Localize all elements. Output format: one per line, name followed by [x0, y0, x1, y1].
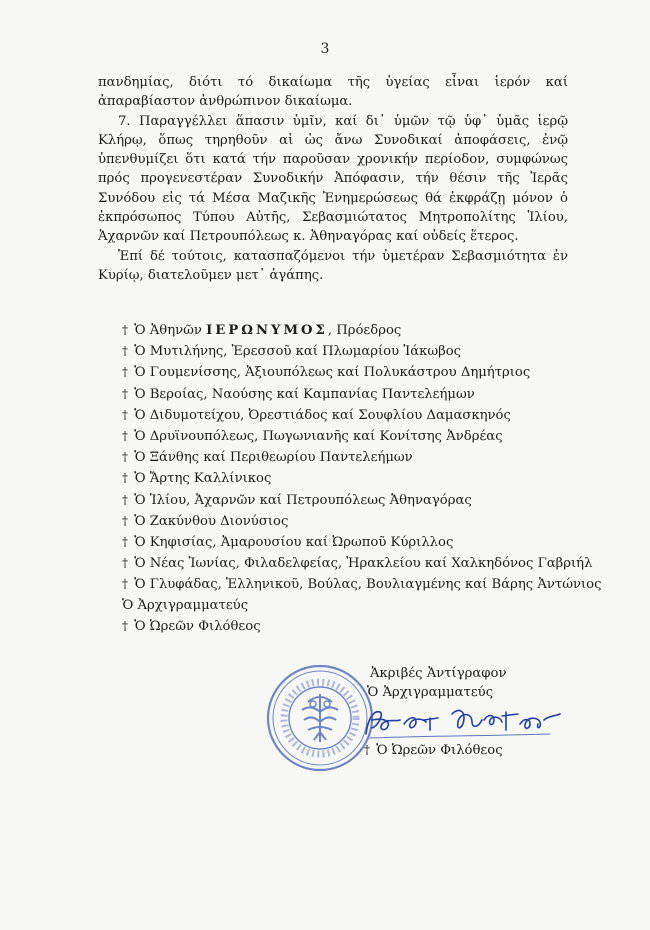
signer-name: Ὁ Ὠρεῶν Φιλόθεος: [376, 743, 503, 758]
signatory: † Ὁ Ὠρεῶν Φιλόθεος: [122, 618, 261, 634]
cross-icon: †: [122, 386, 128, 401]
point-7-paragraph: 7. Παραγγέλλει ἅπασιν ὑμῖν, καί δι᾽ ὑμῶν τῷ ὑφ᾽ ὑμᾶς ἱερῷ Κλήρῳ, ὅπως τηρηθοῦν αἱ ὡς ἄνω Συνοδικαί ἀποφάσεις, ἐνῷ ὑπενθυμίζει ὅτι κατά τήν παροῦσαν χρονικήν περίοδον, συμφώνως πρός προγενεστέραν Συνοδικήν Ἀπόφασιν, τήν θέσιν τῆς Ἱερᾶς Συνόδου εἰς τά Μέσα Μαζικῆς Ἐνημερώσεως θά ἐκφράζῃ μόνον ὁ ἐκπρόσωπος Τύπου Αὐτῆς, Σεβασμιώτατος Μητροπολίτης Ἰλίου, Ἀχαρνῶν καί Πετρουπόλεως κ. Ἀθηναγόρας καί οὐδείς ἕτερος.: [98, 113, 568, 245]
cross-icon: †: [122, 618, 128, 633]
signatory: † Ὁ Ἄρτης Καλλίνικος: [122, 471, 272, 487]
signatory: † Ὁ Ἰλίου, Ἀχαρνῶν καί Πετρουπόλεως Ἀθηναγόρας: [122, 492, 472, 508]
cross-icon: †: [122, 429, 128, 444]
cross-icon: †: [122, 344, 128, 359]
signatory: † Ὁ Κηφισίας, Ἀμαρουσίου καί Ὠρωποῦ Κύριλλος: [122, 535, 454, 551]
president-name: ΙΕΡΩΝΥΜΟΣ: [206, 323, 328, 338]
cross-icon: †: [122, 365, 128, 380]
signatory: † Ὁ Βεροίας, Ναούσης καί Καμπανίας Παντελεήμων: [122, 386, 475, 402]
signatories-list: [122, 320, 632, 637]
cross-icon: †: [122, 323, 128, 337]
cross-icon: †: [122, 407, 128, 422]
cross-icon: †: [122, 577, 128, 592]
handwritten-signature: [360, 700, 570, 745]
continuation-paragraph: πανδημίας, διότι τό δικαίωμα τῆς ὑγείας εἶναι ἱερόν καί ἀπαραβίαστον ἀνθρώπινον δικαίωμα.: [98, 75, 568, 110]
certification-signer: [364, 743, 503, 758]
cross-icon: †: [122, 513, 128, 528]
signatory: † Ὁ Γλυφάδας, Ἑλληνικοῦ, Βούλας, Βουλιαγμένης καί Βάρης Ἀντώνιος: [122, 577, 602, 593]
signatory: † Ὁ Νέας Ἰωνίας, Φιλαδελφείας, Ἡρακλείου καί Χαλκηδόνος Γαβριήλ: [122, 556, 593, 572]
cross-icon: †: [122, 535, 128, 550]
letter-body: [98, 73, 568, 285]
certification-block: [367, 664, 507, 702]
closing-paragraph: Ἐπί δέ τούτοις, κατασπαζόμενοι τήν ὑμετέραν Σεβασμιότητα ἐν Κυρίῳ, διατελοῦμεν μετ᾽ ἀγάπης.: [98, 248, 568, 283]
signatory-president: [122, 320, 632, 341]
president-title: , Πρόεδρος: [327, 323, 402, 338]
signatory: † Ὁ Δρυϊνουπόλεως, Πωγωνιανῆς καί Κονίτσης Ἀνδρέας: [122, 429, 503, 445]
cross-icon: †: [122, 450, 128, 465]
page-number: 3: [320, 41, 330, 57]
cross-icon: †: [122, 492, 128, 507]
signatory: † Ὁ Διδυμοτείχου, Ὀρεστιάδος καί Σουφλίου Δαμασκηνός: [122, 407, 511, 423]
cross-icon: †: [364, 743, 370, 757]
cross-icon: †: [122, 556, 128, 571]
chief-secretary-line: Ὁ Ἀρχιγραμματεύς: [122, 597, 249, 613]
signatory: † Ὁ Ξάνθης καί Περιθεωρίου Παντελεήμων: [122, 450, 413, 466]
signatory: † Ὁ Γουμενίσσης, Ἀξιουπόλεως καί Πολυκάστρου Δημήτριος: [122, 365, 531, 381]
chief-secretary-role: Ὁ Ἀρχιγραμματεύς: [367, 685, 494, 700]
signatory: † Ὁ Μυτιλήνης, Ἐρεσσοῦ καί Πλωμαρίου Ἰάκωβος: [122, 344, 462, 360]
signatory: † Ὁ Ζακύνθου Διονύσιος: [122, 513, 289, 529]
cross-icon: †: [122, 471, 128, 486]
true-copy-label: Ἀκριβές Ἀντίγραφον: [370, 666, 507, 681]
president-see: Ὁ Ἀθηνῶν: [134, 323, 202, 338]
